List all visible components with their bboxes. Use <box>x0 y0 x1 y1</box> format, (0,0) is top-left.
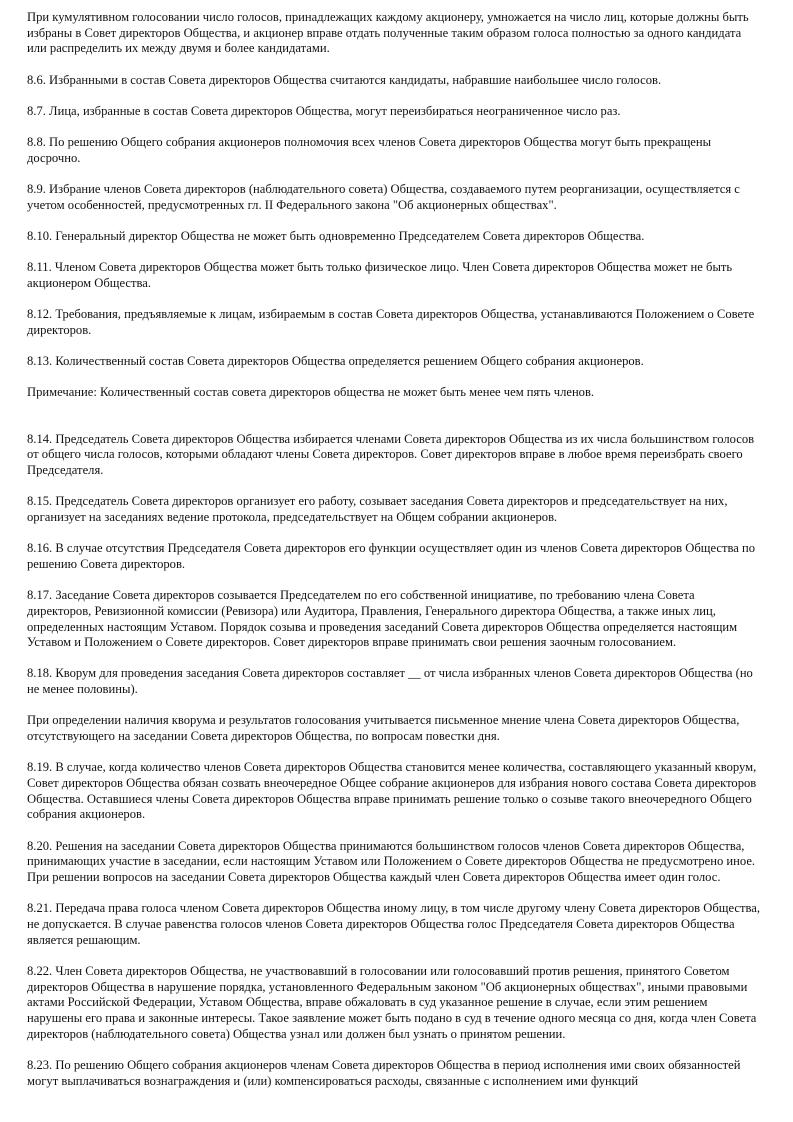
paragraph-8-6: 8.6. Избранными в состав Совета директоров Общества считаются кандидаты, набравшие наибольшее число голосов. <box>27 72 662 87</box>
paragraph-cumulative-voting: При кумулятивном голосовании число голосов, принадлежащих каждому акционеру, умножается на число лиц, которые должны быть избраны в Совет директоров Общества, и акционер вправе отдать полученные таким образом голоса полностью за одного кандидата или распределить их между двумя и более кандидатами. <box>27 10 749 56</box>
paragraph-8-21: 8.21. Передача права голоса членом Совета директоров Общества иному лицу, в том числе другому члену Совета директоров Общества, не допускается. В случае равенства голосов членов Совета директоров Общества голос Председателя Совета директоров Общества является решающим. <box>27 901 760 947</box>
paragraph-8-10: 8.10. Генеральный директор Общества не может быть одновременно Председателем Совета директоров Общества. <box>27 228 645 243</box>
paragraph-8-8: 8.8. По решению Общего собрания акционеров полномочия всех членов Совета директоров Общества могут быть прекращены досрочно. <box>27 135 712 165</box>
paragraph-8-14: 8.14. Председатель Совета директоров Общества избирается членами Совета директоров Общества из их числа большинством голосов от общего числа голосов, которыми обладают члены Совета директоров. Совет директоров вправе в любое время переизбрать своего Председателя. <box>27 431 755 478</box>
paragraph-8-19: 8.19. В случае, когда количество членов Совета директоров Общества становится менее количества, составляющего указанный кворум, Совет директоров Общества обязан созвать внеочередное Общее собрание акционеров для избрания нового состава Совета директоров Общества. Оставшиеся члены Совета директоров Общества вправе принимать решение только о созыве такого внеочередного Общего собрания акционеров. <box>27 760 757 822</box>
paragraph-8-23: 8.23. По решению Общего собрания акционеров членам Совета директоров Общества в период исполнения ими своих обязанностей могут выплачиваться вознаграждения и (или) компенсироваться расходы, связанные с исполнением ими функций <box>27 1057 741 1088</box>
paragraph-8-11: 8.11. Членом Совета директоров Общества может быть только физическое лицо. Член Совета директоров Общества может не быть акционером Общества. <box>27 260 733 290</box>
paragraph-8-20: 8.20. Решения на заседании Совета директоров Общества принимаются большинством голосов членов Совета директоров Общества, принимающих участие в заседании, если настоящим Уставом или Положением о Совете директоров Общества не предусмотрено иное. При решении вопросов на заседании Совета директоров Общества каждый член Совета директоров Общества имеет один голос. <box>27 838 756 885</box>
paragraph-quorum-opinion: При определении наличия кворума и результатов голосования учитывается письменное мнение члена Совета директоров Общества, отсутствующего на заседании Совета директоров Общества, по вопросам повестки дня. <box>27 713 740 744</box>
paragraph-8-12: 8.12. Требования, предъявляемые к лицам, избираемым в состав Совета директоров Общества, устанавливаются Положением о Совете директоров. <box>27 306 755 337</box>
paragraph-8-16: 8.16. В случае отсутствия Председателя Совета директоров его функции осуществляет один из членов Совета директоров Общества по решению Совета директоров. <box>27 541 756 571</box>
paragraph-note: Примечание: Количественный состав совета директоров общества не может быть менее чем пять членов. <box>27 385 595 400</box>
paragraph-8-17: 8.17. Заседание Совета директоров созывается Председателем по его собственной инициативе, по требованию члена Совета директоров, Ревизионной комиссии (Ревизора) или Аудитора, Правления, Генерального директора Общества, а также иных лиц, определенных настоящим Уставом. Порядок созыва и проведения заседаний Совета директоров Общества определяется настоящим Уставом и Положением о Совете директоров. Совет директоров вправе принимать свои решения заочным голосованием. <box>27 588 738 650</box>
paragraph-8-15: 8.15. Председатель Совета директоров организует его работу, созывает заседания Совета директоров и председательствует на них, организует на заседаниях ведение протокола, председательствует на Общем собрании акционеров. <box>27 494 728 525</box>
paragraph-8-22: 8.22. Член Совета директоров Общества, не участвовавший в голосовании или голосовавший против решения, принятого Советом директоров Общества в нарушение порядка, установленного Федеральным законом "Об акционерных обществах", иными правовыми актами Российской Федерации, Уставом Общества, вправе обжаловать в суд указанное решение в случае, если этим решением нарушены его права и законные интересы. Такое заявление может быть подано в суд в течение одного месяца со дня, когда член Совета директоров (наблюдательного совета) Общества узнал или должен был узнать о принятом решении. <box>27 963 757 1041</box>
paragraph-8-9: 8.9. Избрание членов Совета директоров (наблюдательного совета) Общества, создаваемого путем реорганизации, осуществляется с учетом особенностей, предусмотренных гл. II Федерального закона "Об акционерных обществах". <box>27 181 740 212</box>
paragraph-8-18: 8.18. Кворум для проведения заседания Совета директоров составляет __ от числа избранных членов Совета директоров Общества (но не менее половины). <box>27 666 753 697</box>
paragraph-8-7: 8.7. Лица, избранные в состав Совета директоров Общества, могут переизбираться неограниченное число раз. <box>27 103 621 118</box>
paragraph-8-13: 8.13. Количественный состав Совета директоров Общества определяется решением Общего собрания акционеров. <box>27 353 644 368</box>
document-page <box>27 10 762 1105</box>
